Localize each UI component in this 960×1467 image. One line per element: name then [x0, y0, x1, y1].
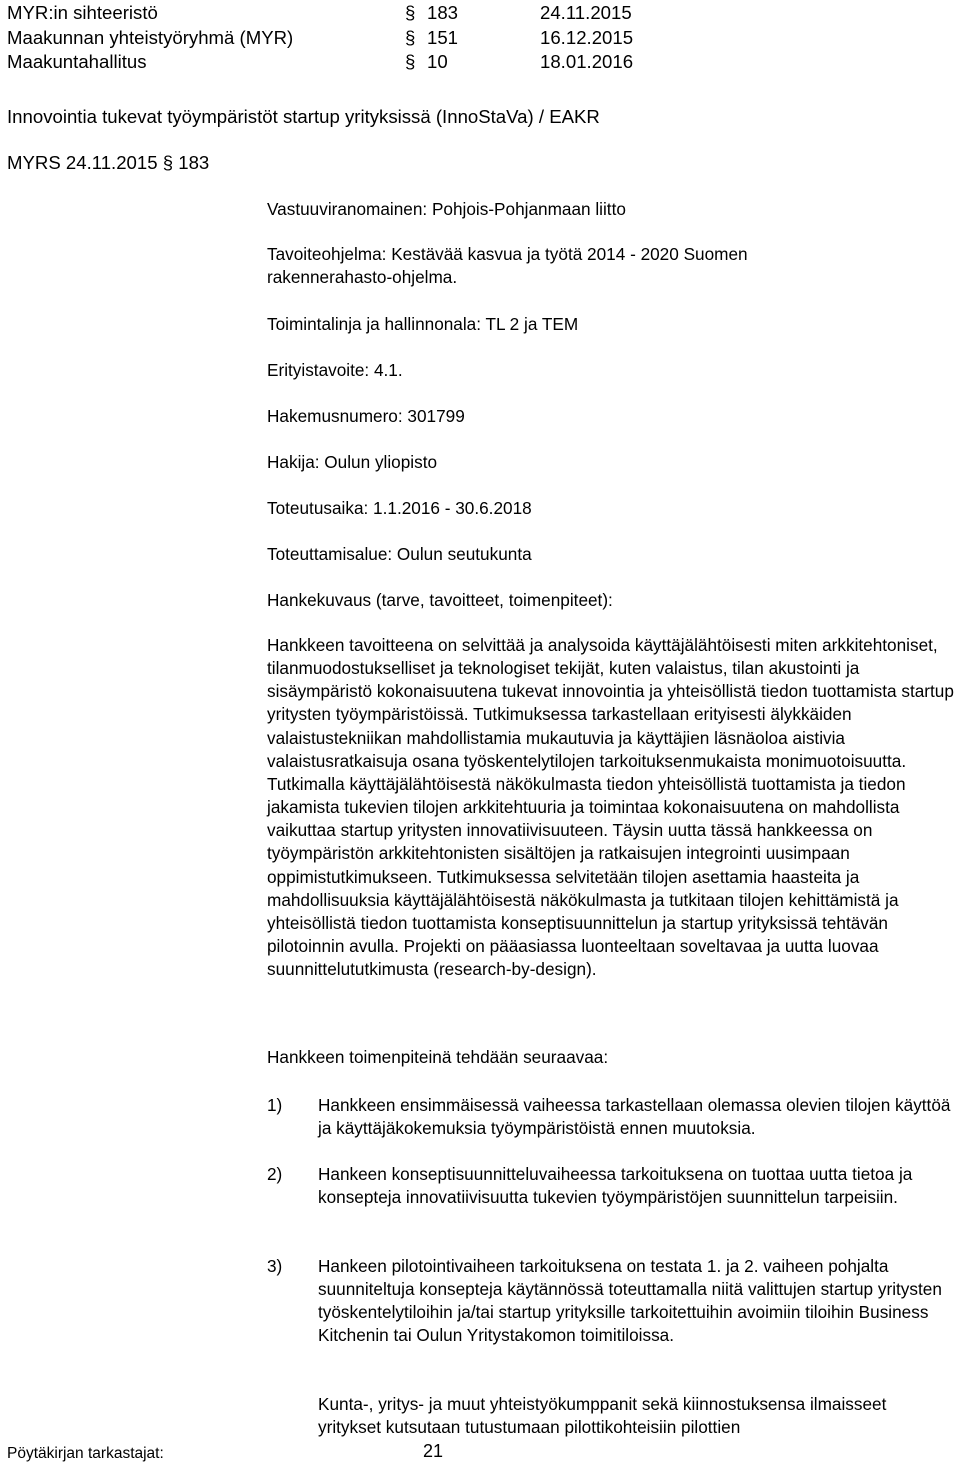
header-date: 16.12.2015 — [540, 27, 634, 48]
field-erityistavoite: Erityistavoite: 4.1. — [267, 360, 403, 380]
action-marker: 3) — [267, 1256, 283, 1276]
field-hakemusnumero: Hakemusnumero: 301799 — [267, 406, 465, 426]
section-sign: § — [405, 51, 416, 72]
footer-label: Pöytäkirjan tarkastajat: — [7, 1445, 164, 1462]
section-sign: § — [405, 2, 416, 23]
field-toteutusaika: Toteutusaika: 1.1.2016 - 30.6.2018 — [267, 498, 532, 518]
document-title: Innovointia tukevat työympäristöt startup yrityksissä (InnoStaVa) / EAKR — [7, 106, 600, 127]
header-date: 24.11.2015 — [540, 2, 632, 23]
field-toteuttamisalue: Toteuttamisalue: Oulun seutukunta — [267, 544, 532, 564]
action-marker: 1) — [267, 1095, 283, 1115]
header-org: Maakunnan yhteistyöryhmä (MYR) — [7, 27, 294, 48]
header-org: Maakuntahallitus — [7, 51, 147, 72]
field-tavoiteohjelma: Tavoiteohjelma: Kestävää kasvua ja työtä 2014 - 2020 Suomen rakennerahasto-ohjelma. — [267, 244, 748, 287]
header-number: 151 — [427, 27, 459, 48]
actions-heading: Hankkeen toimenpiteinä tehdään seuraavaa: — [267, 1047, 609, 1067]
field-toimintalinja: Toimintalinja ja hallinnonala: TL 2 ja TEM — [267, 314, 579, 334]
header-date: 18.01.2016 — [540, 51, 634, 72]
hankekuvaus-heading: Hankekuvaus (tarve, tavoitteet, toimenpiteet): — [267, 590, 613, 610]
action-text: Hankeen pilotointivaiheen tarkoituksena on testata 1. ja 2. vaiheen pohjalta suunniteltuja konsepteja käytännössä toteuttamalla niitä valittujen startup yritysten työskentelytiloihin ja/tai startup yrityksille tarkoitettuihin avoimiin tiloihin Business Kitchenin tai Oulun Yritystakomon toimitiloissa. — [318, 1256, 942, 1345]
section-sign: § — [405, 27, 416, 48]
page-number: 21 — [423, 1441, 444, 1461]
action-text: Hankkeen ensimmäisessä vaiheessa tarkastellaan olemassa olevien tilojen käyttöä ja käyttäjäkokemuksia työympäristöistä ennen muutoksia. — [318, 1095, 951, 1138]
action-marker: 2) — [267, 1164, 283, 1184]
action-text: Hankeen konseptisuunnitteluvaiheessa tarkoituksena on tuottaa uutta tietoa ja konsepteja innovatiivisuutta tukevien työympäristöjen suunnittelun tarpeisiin. — [318, 1164, 913, 1207]
field-vastuuviranomainen: Vastuuviranomainen: Pohjois-Pohjanmaan liitto — [267, 199, 626, 219]
header-number: 183 — [427, 2, 459, 23]
header-number: 10 — [427, 51, 448, 72]
meeting-reference: MYRS 24.11.2015 § 183 — [7, 152, 210, 173]
project-description: Hankkeen tavoitteena on selvittää ja analysoida käyttäjälähtöisesti miten arkkitehtoniset, tilanmuodostukselliset ja teknologiset tekijät, kuten valaistus, tilan akustointi ja sisäympäristö kokonaisuutena tukevat innovointia ja yhteisöllistä tiedon tuottamista startup yritysten työympäristöissä. Tutkimuksessa tarkastellaan erityisesti älykkäiden valaistustekniikan mahdollistamia mukautuvia ja käyttäjien läsnäoloa aistivia valaistusratkaisuja osana työskentelytilojen tarkoituksenmukaista monimuotoisuutta. Tutkimalla käyttäjälähtöisestä näkökulmasta tiedon yhteisöllistä tuottamista ja tiedon jakamista tukevien tilojen arkkitehtuuria ja toimintaa kokonaisuutena on mahdollista vaikuttaa startup yritysten innovatiivisuuteen. Täysin uutta tässä hankkeessa on työympäristön arkkitehtonisten sisältöjen ja ratkaisujen integrointi uusimpaan oppimistutkimukseen. Tutkimuksessa selvitetään tilojen asettamia haasteita ja mahdollisuuksia käyttäjälähtöisestä näkökulmasta ja tutkitaan tilojen kehittämistä ja yhteisöllistä tiedon tuottamista konseptisuunnittelun ja startup yrityksissä tehtävän pilotoinnin avulla. Projekti on pääasiassa luonteeltaan soveltavaa ja uutta luovaa suunnittelututkimusta (research-by-design). — [267, 635, 954, 980]
header-org: MYR:in sihteeristö — [7, 2, 158, 23]
field-hakija: Hakija: Oulun yliopisto — [267, 452, 438, 472]
closing-paragraph: Kunta-, yritys- ja muut yhteistyökumppanit sekä kiinnostuksensa ilmaisseet yritykset kutsutaan tutustumaan pilottikohteisiin pilottien — [318, 1394, 887, 1437]
